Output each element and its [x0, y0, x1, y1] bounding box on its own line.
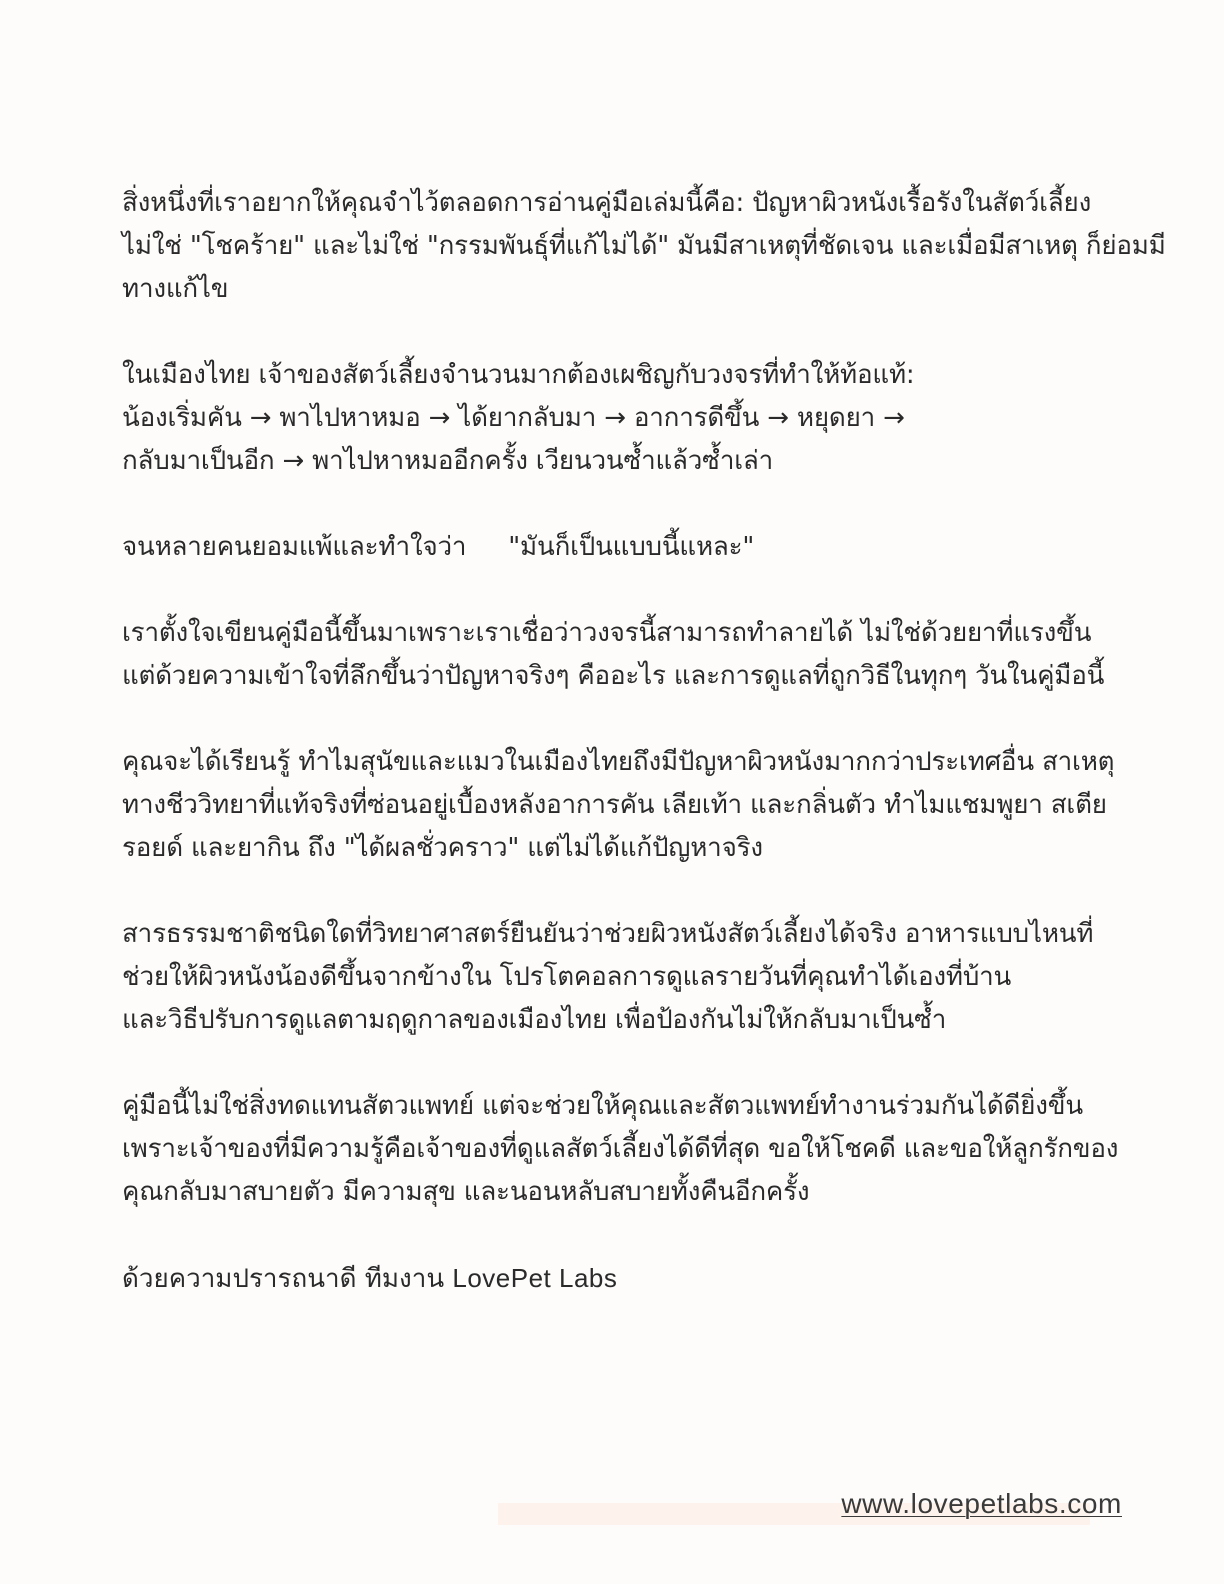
- text-line: น้องเริ่มคัน → พาไปหาหมอ → ได้ยากลับมา → อาการดีขึ้น → หยุดยา →: [122, 403, 905, 433]
- cycle-paragraph: [122, 354, 1132, 483]
- text-line: ช่วยให้ผิวหนังน้องดีขึ้นจากข้างใน โปรโตคอลการดูแลรายวันที่คุณทำได้เองที่บ้าน: [122, 962, 1012, 992]
- text-line: ทางชีววิทยาที่แท้จริงที่ซ่อนอยู่เบื้องหลังอาการคัน เลียเท้า และกลิ่นตัว ทำไมแชมพูยา สเตีย: [122, 790, 1107, 820]
- text-line: เราตั้งใจเขียนคู่มือนี้ขึ้นมาเพราะเราเชื่อว่าวงจรนี้สามารถทำลายได้ ไม่ใช่ด้วยยาที่แรงขึ้น: [122, 618, 1092, 648]
- text-line: ในเมืองไทย เจ้าของสัตว์เลี้ยงจำนวนมากต้องเผชิญกับวงจรที่ทำให้ท้อแท้:: [122, 360, 915, 390]
- text-line: กลับมาเป็นอีก → พาไปหาหมออีกครั้ง เวียนวนซ้ำแล้วซ้ำเล่า: [122, 446, 774, 476]
- text-line: คู่มือนี้ไม่ใช่สิ่งทดแทนสัตวแพทย์ แต่จะช่วยให้คุณและสัตวแพทย์ทำงานร่วมกันได้ดียิ่งขึ้น: [122, 1091, 1083, 1121]
- text-line: สิ่งหนึ่งที่เราอยากให้คุณจำไว้ตลอดการอ่านคู่มือเล่มนี้คือ: ปัญหาผิวหนังเรื้อรังในสัตว์เลี้ยง: [122, 188, 1092, 218]
- purpose-paragraph: [122, 612, 1132, 698]
- learn-paragraph: [122, 741, 1132, 870]
- disclaimer-paragraph: [122, 1085, 1132, 1214]
- signature: [122, 1257, 1132, 1301]
- text-line: คุณจะได้เรียนรู้ ทำไมสุนัขและแมวในเมืองไทยถึงมีปัญหาผิวหนังมากกว่าประเทศอื่น สาเหตุ: [122, 747, 1115, 777]
- text-line: เพราะเจ้าของที่มีความรู้คือเจ้าของที่ดูแลสัตว์เลี้ยงได้ดีที่สุด ขอให้โชคดี และขอให้ลูกรักของ: [122, 1134, 1119, 1164]
- text-line: คุณกลับมาสบายตัว มีความสุข และนอนหลับสบายทั้งคืนอีกครั้ง: [122, 1177, 810, 1207]
- brand-name: LovePet Labs: [452, 1263, 618, 1293]
- text-line: รอยด์ และยากิน ถึง "ได้ผลชั่วคราว" แต่ไม่ได้แก้ปัญหาจริง: [122, 833, 763, 863]
- text-lead: จนหลายคนยอมแพ้และทำใจว่า: [122, 532, 467, 562]
- text-line: สารธรรมชาติชนิดใดที่วิทยาศาสตร์ยืนยันว่าช่วยผิวหนังสัตว์เลี้ยงได้จริง อาหารแบบไหนที่: [122, 919, 1094, 949]
- text-line: แต่ด้วยความเข้าใจที่ลึกขึ้นว่าปัญหาจริงๆ คืออะไร และการดูแลที่ถูกวิธีในทุกๆ วันในคู่มือนี้: [122, 661, 1105, 691]
- website-link[interactable]: www.lovepetlabs.com: [841, 1488, 1122, 1519]
- signature-text: ด้วยความปรารถนาดี ทีมงาน: [122, 1264, 453, 1294]
- document-body: [122, 182, 1166, 1301]
- giving-up-paragraph: [122, 526, 1132, 569]
- text-line: ทางแก้ไข: [122, 274, 229, 304]
- natural-care-paragraph: [122, 913, 1132, 1042]
- text-line: และวิธีปรับการดูแลตามฤดูกาลของเมืองไทย เพื่อป้องกันไม่ให้กลับมาเป็นซ้ำ: [122, 1005, 947, 1035]
- intro-paragraph: [122, 182, 1166, 311]
- quote-text: "มันก็เป็นแบบนี้แหละ": [508, 532, 755, 562]
- text-line: ไม่ใช่ "โชคร้าย" และไม่ใช่ "กรรมพันธุ์ที่แก้ไม่ได้" มันมีสาเหตุที่ชัดเจน และเมื่อมีสาเหตุ ก็ย่อมมี: [122, 231, 1166, 261]
